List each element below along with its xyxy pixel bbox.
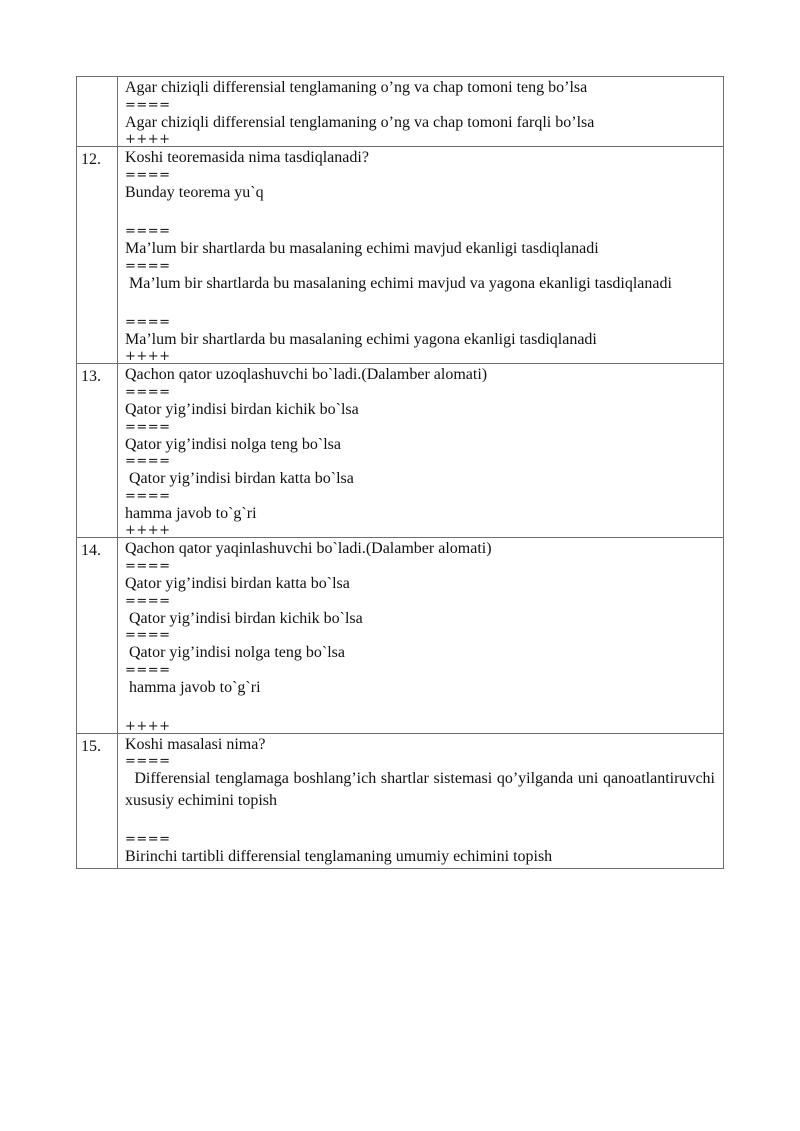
answer-option: Agar chiziqli differensial tenglamaning o’ng va chap tomoni farqli bo’lsa <box>125 113 595 131</box>
option-separator: ==== <box>125 97 171 113</box>
option-separator: ==== <box>125 314 171 330</box>
question-text: Koshi teoremasida nima tasdiqlanadi? <box>125 149 369 167</box>
question-content <box>118 538 724 734</box>
option-separator: ==== <box>125 628 171 644</box>
answer-option: Qator yig’indisi birdan katta bo`lsa <box>125 574 350 592</box>
option-separator: ==== <box>125 832 171 848</box>
question-number <box>77 77 118 147</box>
answer-option: Qator yig’indisi birdan katta bo`lsa <box>125 470 354 488</box>
option-separator: ++++ <box>125 349 171 365</box>
option-separator: ==== <box>125 593 171 609</box>
question-text: Qachon qator yaqinlashuvchi bo`ladi.(Dalamber alomati) <box>125 540 492 558</box>
answer-option: Ma’lum bir shartlarda bu masalaning echimi yagona ekanligi tasdiqlanadi <box>125 330 597 348</box>
questions-table <box>76 76 724 869</box>
answer-option: Qator yig’indisi birdan kichik bo`lsa <box>125 400 359 418</box>
option-separator: ==== <box>125 454 171 470</box>
answer-option: Qator yig’indisi nolga teng bo`lsa <box>125 644 345 662</box>
answer-option: hamma javob to`g`ri <box>125 678 261 696</box>
option-separator: ==== <box>125 384 171 400</box>
option-separator: ++++ <box>125 718 171 734</box>
answer-option: Agar chiziqli differensial tenglamaning o’ng va chap tomoni teng bo’lsa <box>125 79 588 96</box>
answer-option: Bunday teorema yu`q <box>125 183 264 201</box>
question-number: 15. <box>77 733 118 868</box>
answer-option: Ma’lum bir shartlarda bu masalaning echimi mavjud ekanligi tasdiqlanadi <box>125 239 599 257</box>
question-text: Koshi masalasi nima? <box>125 735 266 753</box>
answer-option: Qator yig’indisi birdan kichik bo`lsa <box>125 609 363 627</box>
question-row <box>77 733 724 868</box>
question-content <box>118 77 724 147</box>
option-separator: ==== <box>125 754 171 770</box>
blank-line <box>125 203 715 225</box>
question-row <box>77 538 724 734</box>
option-separator: ==== <box>125 558 171 574</box>
question-row <box>77 147 724 364</box>
option-separator: ==== <box>125 223 171 239</box>
answer-option: Qator yig’indisi nolga teng bo`lsa <box>125 435 341 453</box>
option-separator: ==== <box>125 662 171 678</box>
question-text: Qachon qator uzoqlashuvchi bo`ladi.(Dalamber alomati) <box>125 366 488 384</box>
option-separator: ++++ <box>125 523 171 539</box>
blank-line <box>125 812 715 834</box>
question-content <box>118 733 724 868</box>
answer-option: hamma javob to`g`ri <box>125 504 257 522</box>
question-content <box>118 364 724 538</box>
question-number: 14. <box>77 538 118 734</box>
question-number: 13. <box>77 364 118 538</box>
question-row <box>77 364 724 538</box>
question-number: 12. <box>77 147 118 364</box>
option-separator: ==== <box>125 419 171 435</box>
answer-option: Ma’lum bir shartlarda bu masalaning echimi mavjud va yagona ekanligi tasdiqlanadi <box>125 274 672 292</box>
blank-line <box>125 294 715 316</box>
option-separator: ==== <box>125 258 171 274</box>
answer-option: Birinchi tartibli differensial tenglamaning umumiy echimini topish <box>125 848 553 866</box>
question-row <box>77 77 724 147</box>
option-separator: ++++ <box>125 132 171 148</box>
option-separator: ==== <box>125 167 171 183</box>
blank-line <box>125 698 715 720</box>
question-content <box>118 147 724 364</box>
answer-option: Differensial tenglamaga boshlang’ich shartlar sistemasi qo’yilganda uni qanoatlantiruvchi xususiy echimini topish <box>125 770 719 810</box>
option-separator: ==== <box>125 488 171 504</box>
